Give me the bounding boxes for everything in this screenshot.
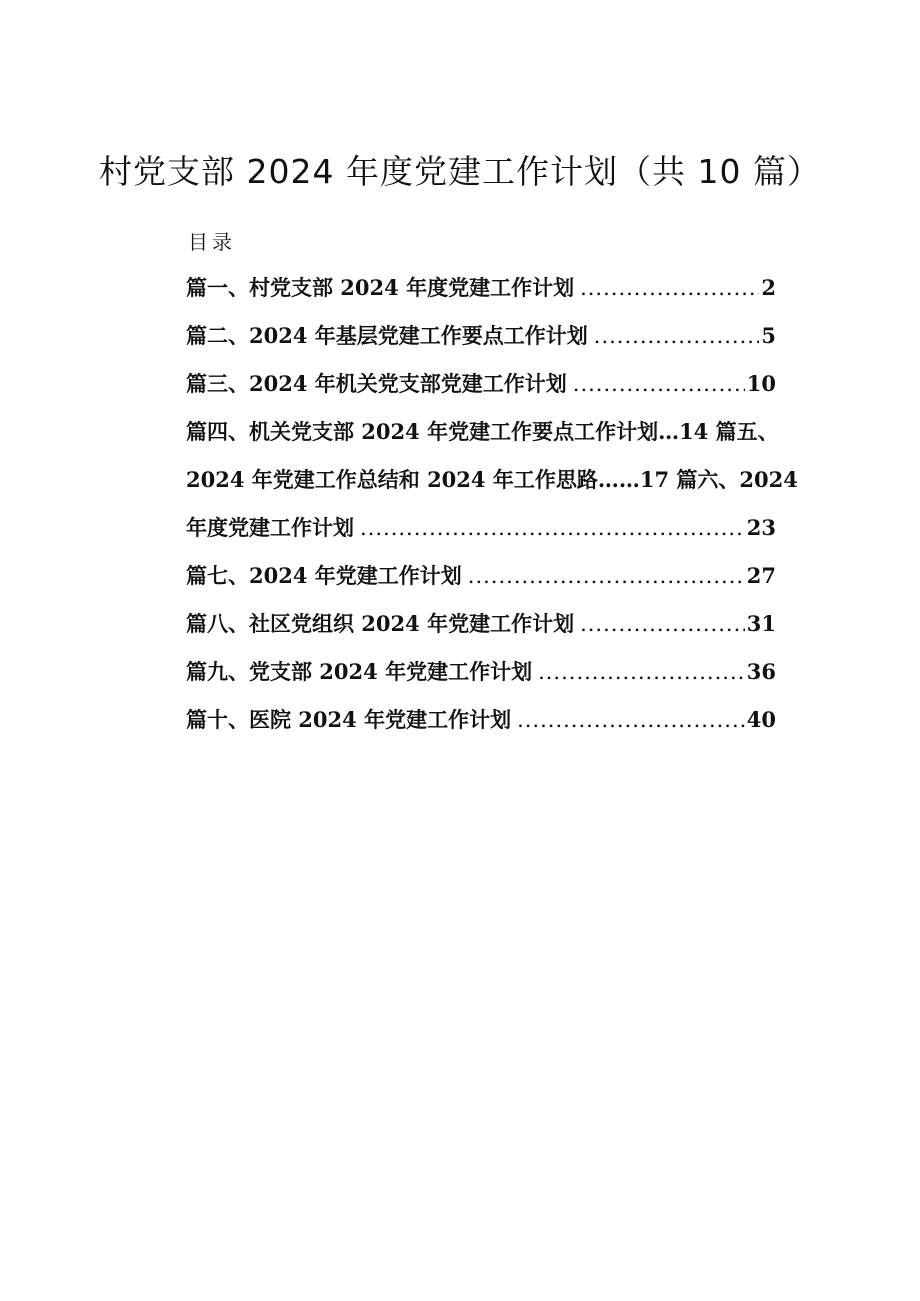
toc-entry-label: 篇七、2024 年党建工作计划 [186, 563, 462, 588]
toc-entry-9[interactable] [186, 654, 776, 690]
toc-leader-dots [580, 270, 759, 306]
toc-leader-dots [538, 654, 745, 690]
toc-leader-dots [573, 366, 745, 402]
toc-page-number: 40 [746, 707, 776, 732]
toc-entry-label: 篇九、党支部 2024 年党建工作计划 [186, 659, 533, 684]
toc-entry-label: 篇二、2024 年基层党建工作要点工作计划 [186, 323, 588, 348]
toc-leader-dots [580, 606, 745, 642]
toc-entry-5[interactable] [186, 462, 798, 498]
toc-entry-6[interactable] [186, 510, 776, 546]
toc-leader-dots [360, 510, 745, 546]
toc-page-number: 10 [746, 371, 776, 396]
toc-page-number: 5 [761, 323, 776, 348]
toc-entry-label: 篇十、医院 2024 年党建工作计划 [186, 707, 512, 732]
toc-entry-label: 篇三、2024 年机关党支部党建工作计划 [186, 371, 567, 396]
toc-page-number: 31 [746, 611, 776, 636]
toc-leader-dots [468, 558, 745, 594]
toc-entry-3[interactable] [186, 366, 776, 402]
toc-entry-7[interactable] [186, 558, 776, 594]
toc-entry-8[interactable] [186, 606, 776, 642]
toc-heading: 目录 [188, 230, 236, 254]
toc-page-number: 23 [746, 515, 776, 540]
toc-entry-4[interactable] [186, 414, 779, 450]
toc-page-number: 36 [746, 659, 776, 684]
toc-leader-dots [594, 318, 760, 354]
toc-entry-label: 篇一、村党支部 2024 年度党建工作计划 [186, 275, 575, 300]
toc-leader-dots [517, 702, 745, 738]
toc-page-number: 27 [746, 563, 776, 588]
toc-entry-label: 篇四、机关党支部 2024 年党建工作要点工作计划…14 篇五、 [186, 419, 779, 444]
toc-page-number: 2 [761, 275, 776, 300]
document-title: 村党支部 2024 年度党建工作计划（共 10 篇） [99, 152, 821, 191]
toc-entry-label: 年度党建工作计划 [186, 515, 354, 540]
toc-entry-10[interactable] [186, 702, 776, 738]
toc-entry-1[interactable] [186, 270, 776, 306]
toc-entry-label: 2024 年党建工作总结和 2024 年工作思路……17 篇六、2024 [186, 467, 798, 492]
toc-entry-label: 篇八、社区党组织 2024 年党建工作计划 [186, 611, 575, 636]
toc-entry-2[interactable] [186, 318, 776, 354]
